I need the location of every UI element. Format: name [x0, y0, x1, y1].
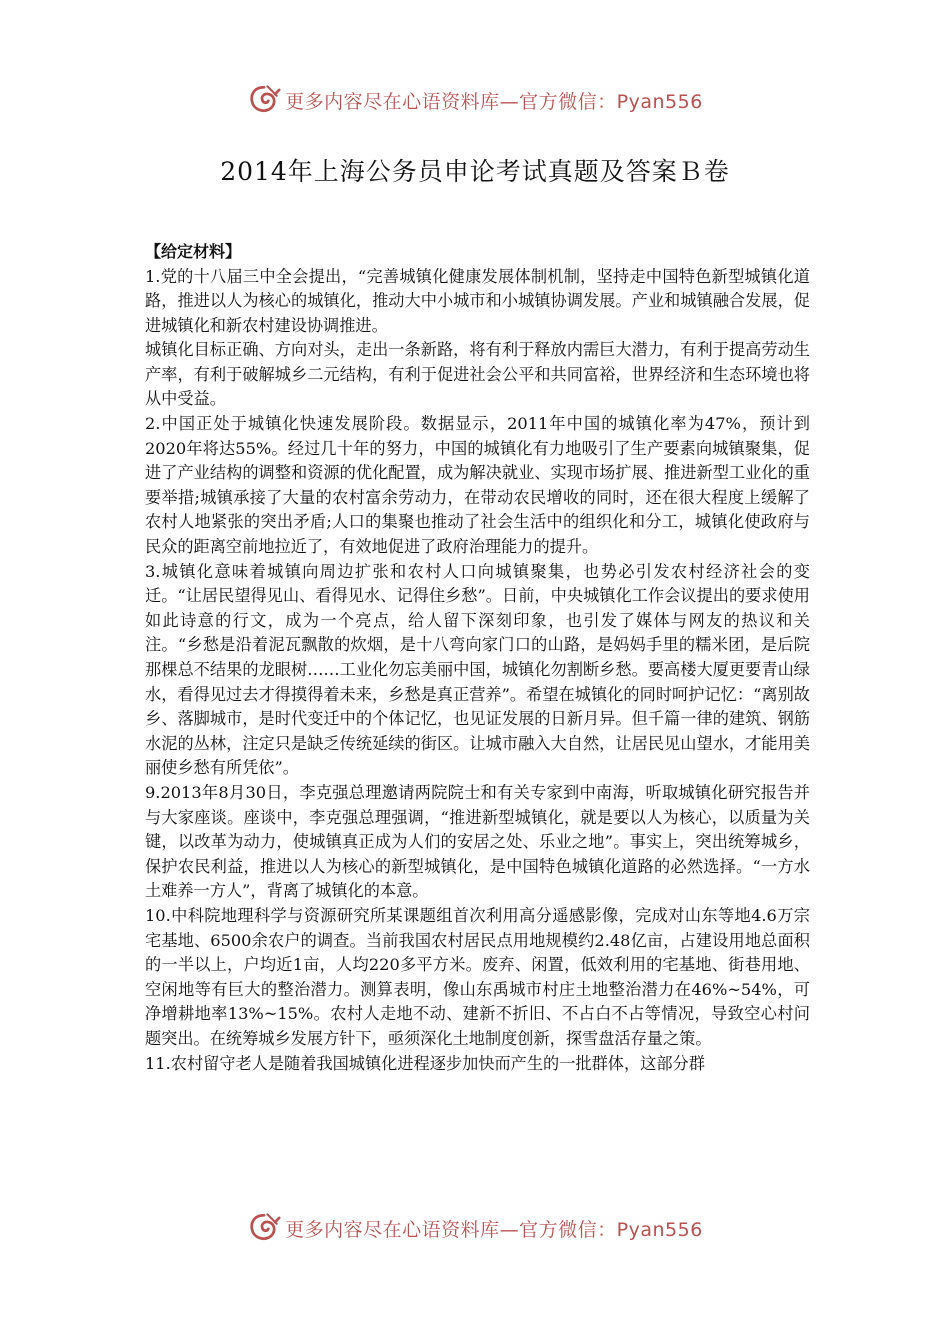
section-heading: 【给定材料】	[145, 242, 242, 261]
paragraph: 10.中科院地理科学与资源研究所某课题组首次利用高分遥感影像，完成对山东等地4.6万宗宅基地、6500余农户的调查。当前我国农村居民点用地规模约2.48亿亩，占建设用地总面积的一半以上，户均近1亩，人均220多平方米。废弃、闲置，低效利用的宅基地、街巷用地、空闲地等有巨大的整治潜力。测算表明，像山东禹城市村庄土地整治潜力在46%~54%，可净增耕地率13%~15%。农村人走地不动、建新不折旧、不占白不占等情况，导致空心村问题突出。在统筹城乡发展方针下，亟须深化土地制度创新，探雪盘活存量之策。	[145, 905, 810, 1048]
header-banner	[0, 80, 950, 120]
paragraph: 11.农村留守老人是随着我国城镇化进程逐步加快而产生的一批群体，这部分群	[145, 1053, 705, 1073]
document-body	[145, 240, 810, 1076]
page-title: 2014年上海公务员申论考试真题及答案Ｂ卷	[220, 157, 730, 186]
footer-banner	[0, 1208, 950, 1248]
paragraph: 2.中国正处于城镇化快速发展阶段。数据显示，2011年中国的城镇化率为47%，预计到2020年将达55%。经过几十年的努力，中国的城镇化有力地吸引了生产要素向城镇聚集，促进了产业结构的调整和资源的优化配置，成为解决就业、实现市场扩展、推进新型工业化的重要举措;城镇承接了大量的农村富余劳动力，在带动农民增收的同时，还在很大程度上缓解了农村人地紧张的突出矛盾;人口的集聚也推动了社会生活中的组织化和分工，城镇化使政府与民众的距离空前地拉近了，有效地促进了政府治理能力的提升。	[145, 414, 810, 557]
footer-banner-text: 更多内容尽在心语资料库—官方微信：Pyan556	[285, 1218, 703, 1241]
paragraph: 9.2013年8月30日，李克强总理邀请两院院士和有关专家到中南海，听取城镇化研究报告并与大家座谈。座谈中，李克强总理强调，“推进新型城镇化，就是要以人为核心，以质量为关键，以改革为动力，使城镇真正成为人们的安居之处、乐业之地”。事实上，突出统筹城乡，保护农民利益，推进以人为核心的新型城镇化，是中国特色城镇化道路的必然选择。“一方水土难养一方人”，背离了城镇化的本意。	[145, 782, 810, 901]
paragraph: 城镇化目标正确、方向对头，走出一条新路，将有利于释放内需巨大潜力，有利于提高劳动生产率，有利于破解城乡二元结构，有利于促进社会公平和共同富裕，世界经济和生态环境也将从中受益。	[145, 340, 810, 409]
paragraph: 1.党的十八届三中全会提出，“完善城镇化健康发展体制机制，坚持走中国特色新型城镇化道路，推进以人为核心的城镇化，推动大中小城市和小城镇协调发展。产业和城镇融合发展，促进城镇化和新农村建设协调推进。	[145, 266, 810, 335]
brush-swirl-icon	[247, 1211, 281, 1245]
paragraph: 3.城镇化意味着城镇向周边扩张和农村人口向城镇聚集，也势必引发农村经济社会的变迁。“让居民望得见山、看得见水、记得住乡愁”。日前，中央城镇化工作会议提出的要求使用如此诗意的行文，成为一个亮点，给人留下深刻印象，也引发了媒体与网友的热议和关注。“乡愁是沿着泥瓦飘散的炊烟，是十八弯向家门口的山路，是妈妈手里的糯米团，是后院那棵总不结果的龙眼树……工业化勿忘美丽中国，城镇化勿割断乡愁。要高楼大厦更要青山绿水，看得见过去才得摸得着未来，乡愁是真正营养”。希望在城镇化的同时呵护记忆：“离别故乡、落脚城市，是时代变迁中的个体记忆，也见证发展的日新月异。但千篇一律的建筑、钢筋水泥的丛林，注定只是缺乏传统延续的街区。让城市融入大自然，让居民见山望水，才能用美丽使乡愁有所凭依”。	[145, 561, 810, 778]
header-banner-text: 更多内容尽在心语资料库—官方微信：Pyan556	[285, 90, 703, 113]
brush-swirl-icon	[247, 83, 281, 117]
